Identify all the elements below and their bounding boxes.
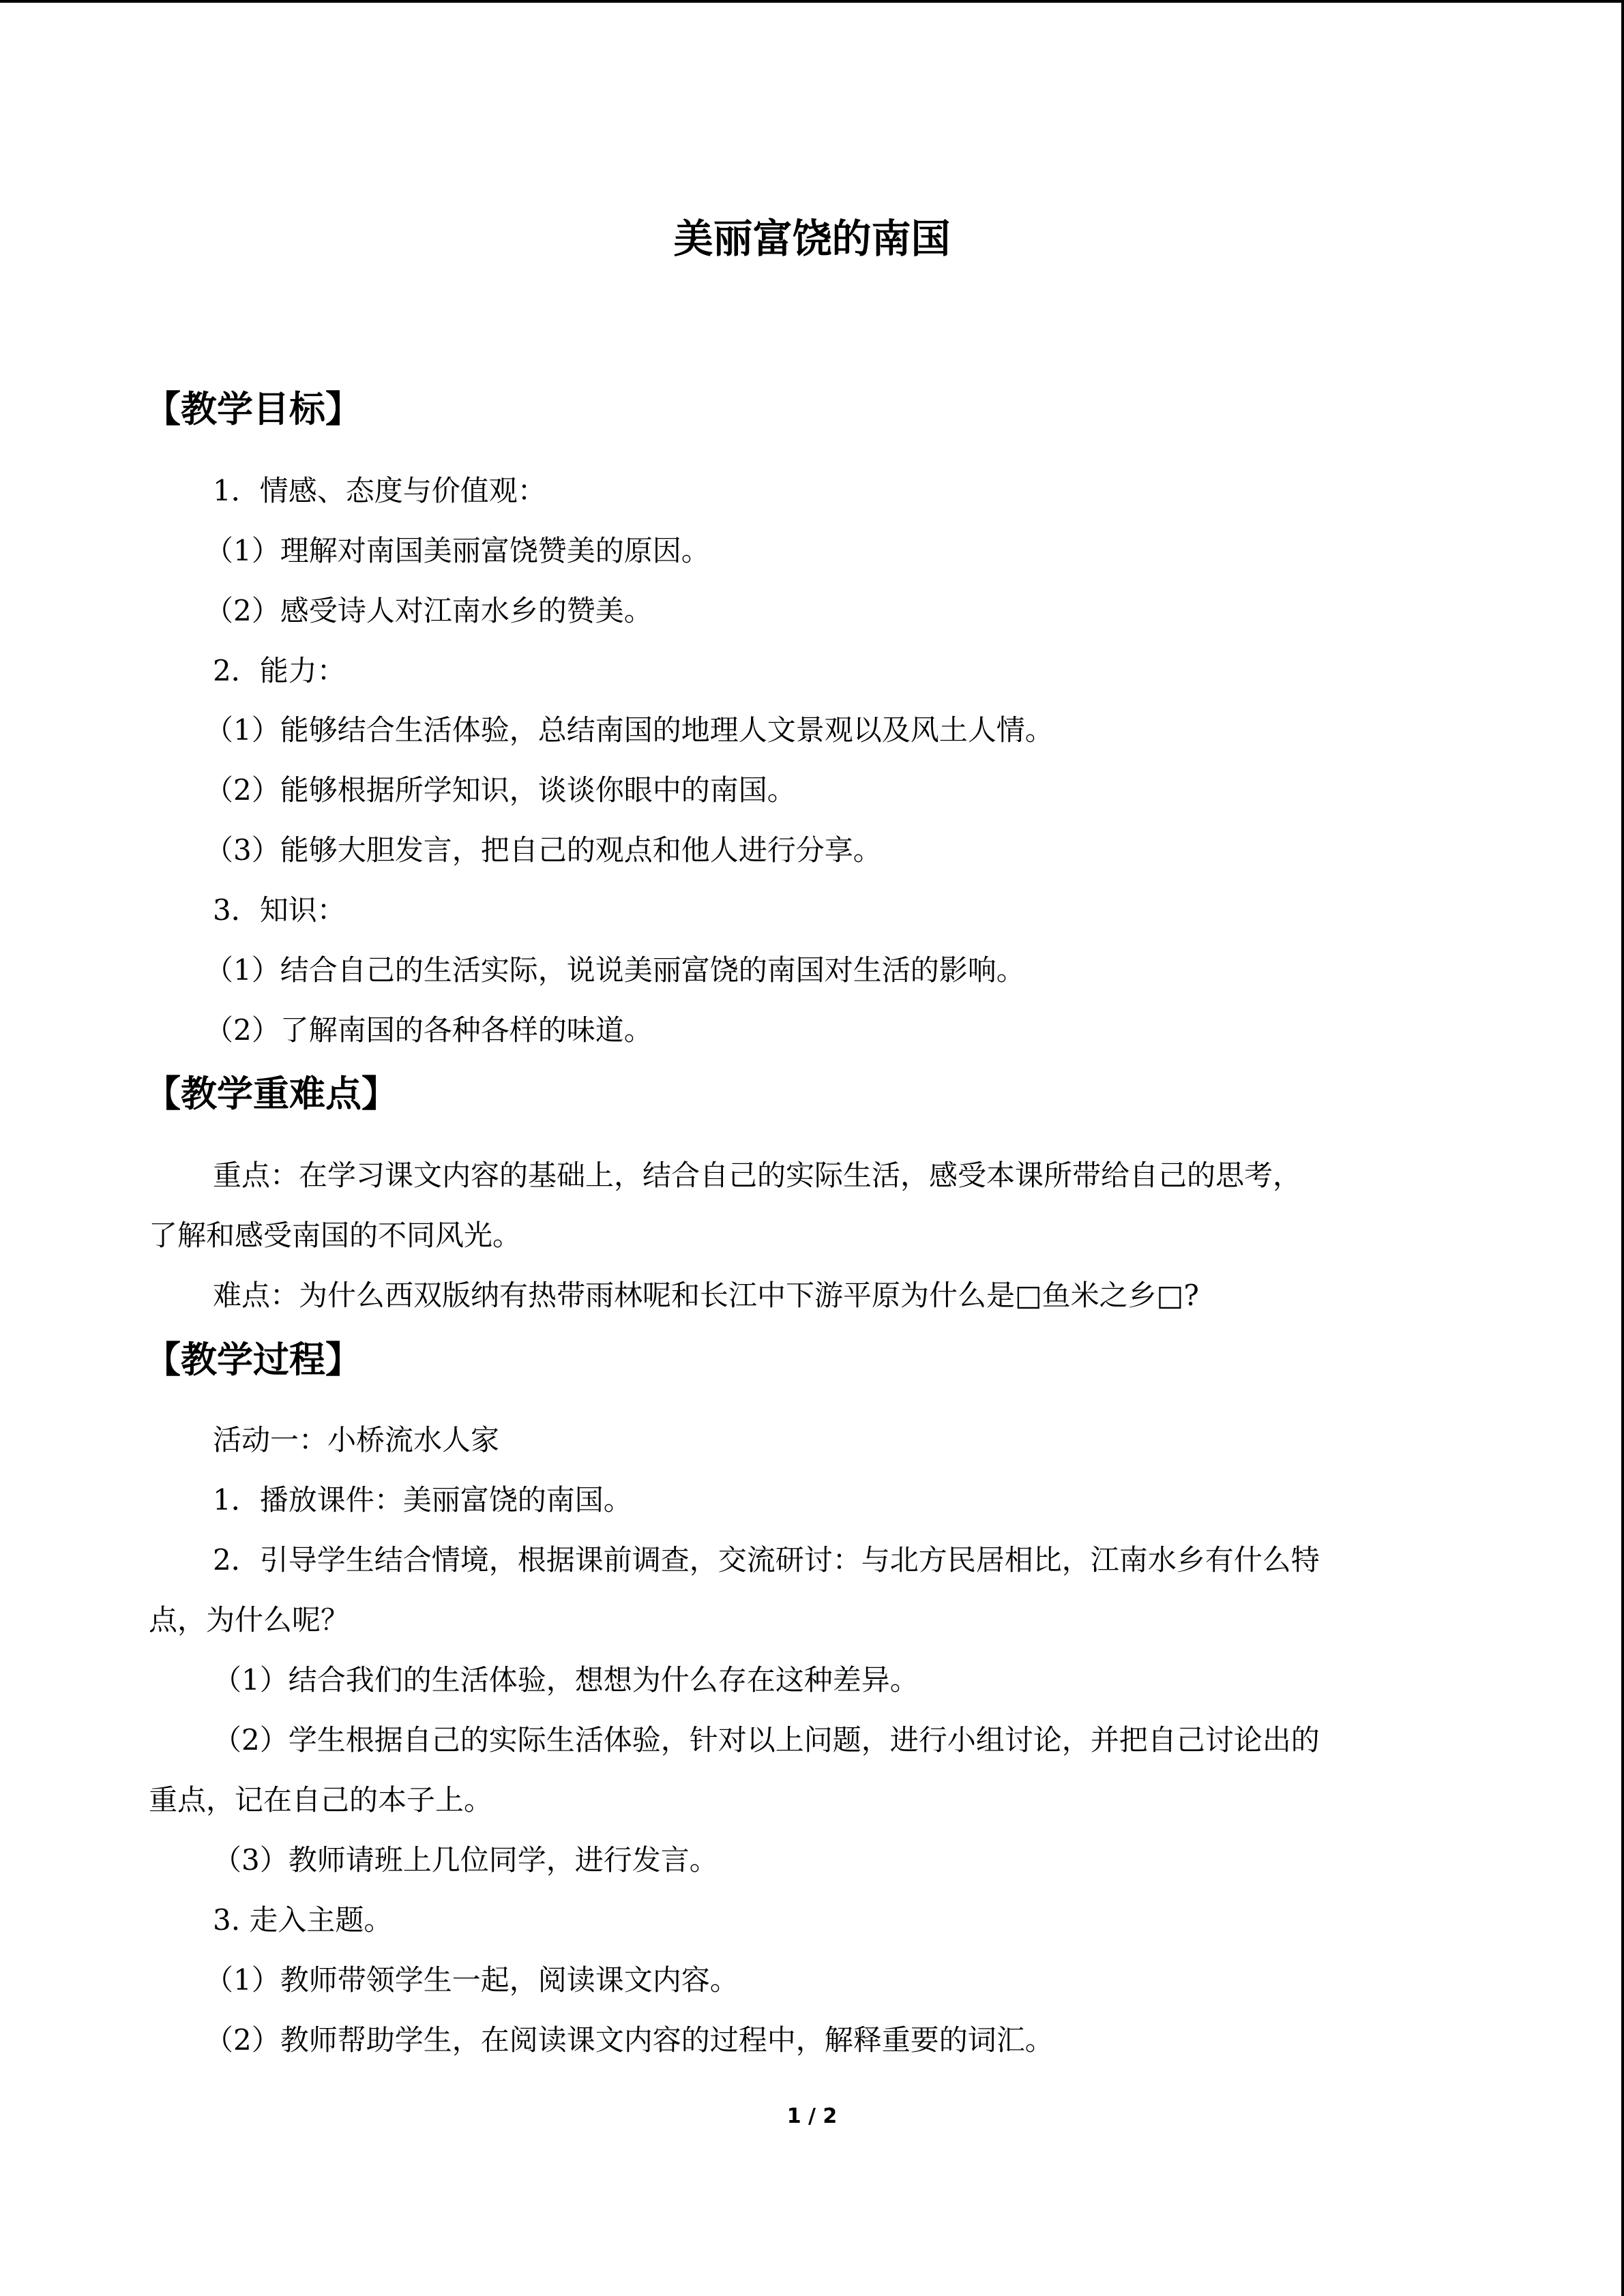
page-number: 1 / 2	[786, 2104, 838, 2128]
objective-item: 3．知识：	[213, 893, 346, 927]
key-point-paragraph-continuation: 了解和感受南国的不同风光。	[149, 1219, 522, 1252]
section-heading-key-points: 【教学重难点】	[145, 1073, 398, 1115]
key-point-paragraph: 重点：在学习课文内容的基础上，结合自己的实际生活，感受本课所带给自己的思考，	[213, 1159, 1302, 1192]
process-substep: （2）教师帮助学生，在阅读课文内容的过程中，解释重要的词汇。	[205, 2023, 1054, 2057]
process-step: 3. 走入主题。	[213, 1903, 393, 1937]
document-title: 美丽富饶的南国	[673, 215, 951, 262]
objective-subitem: （2）能够根据所学知识，谈谈你眼中的南国。	[205, 773, 796, 807]
process-substep-continuation: 重点，记在自己的本子上。	[149, 1783, 493, 1817]
page-border-right	[1621, 0, 1624, 2296]
page-border-top	[0, 0, 1624, 3]
objective-subitem: （1）理解对南国美丽富饶赞美的原因。	[205, 534, 710, 567]
process-step: 2．引导学生结合情境，根据课前调查，交流研讨：与北方民居相比，江南水乡有什么特	[213, 1543, 1320, 1577]
process-substep: （1）结合我们的生活体验，想想为什么存在这种差异。	[213, 1663, 919, 1697]
section-heading-objectives: 【教学目标】	[145, 389, 361, 430]
process-substep: （1）教师带领学生一起，阅读课文内容。	[205, 1963, 739, 1997]
objective-subitem: （3）能够大胆发言，把自己的观点和他人进行分享。	[205, 833, 882, 867]
process-substep: （3）教师请班上几位同学，进行发言。	[213, 1843, 718, 1877]
section-heading-process: 【教学过程】	[145, 1339, 361, 1381]
objective-item: 2．能力：	[213, 654, 346, 687]
objective-item: 1．情感、态度与价值观：	[213, 474, 546, 507]
objective-subitem: （1）能够结合生活体验，总结南国的地理人文景观以及风土人情。	[205, 713, 1054, 747]
process-step: 1．播放课件：美丽富饶的南国。	[213, 1483, 632, 1517]
objective-subitem: （2）感受诗人对江南水乡的赞美。	[205, 594, 653, 627]
process-substep: （2）学生根据自己的实际生活体验，针对以上问题，进行小组讨论，并把自己讨论出的	[213, 1723, 1320, 1757]
process-activity-title: 活动一：小桥流水人家	[213, 1423, 500, 1457]
objective-subitem: （1）结合自己的生活实际，说说美丽富饶的南国对生活的影响。	[205, 953, 1025, 987]
process-step-continuation: 点，为什么呢？	[149, 1603, 350, 1637]
difficult-point-paragraph: 难点：为什么西双版纳有热带雨林呢和长江中下游平原为什么是□鱼米之乡□?	[213, 1279, 1199, 1312]
objective-subitem: （2）了解南国的各种各样的味道。	[205, 1013, 653, 1047]
